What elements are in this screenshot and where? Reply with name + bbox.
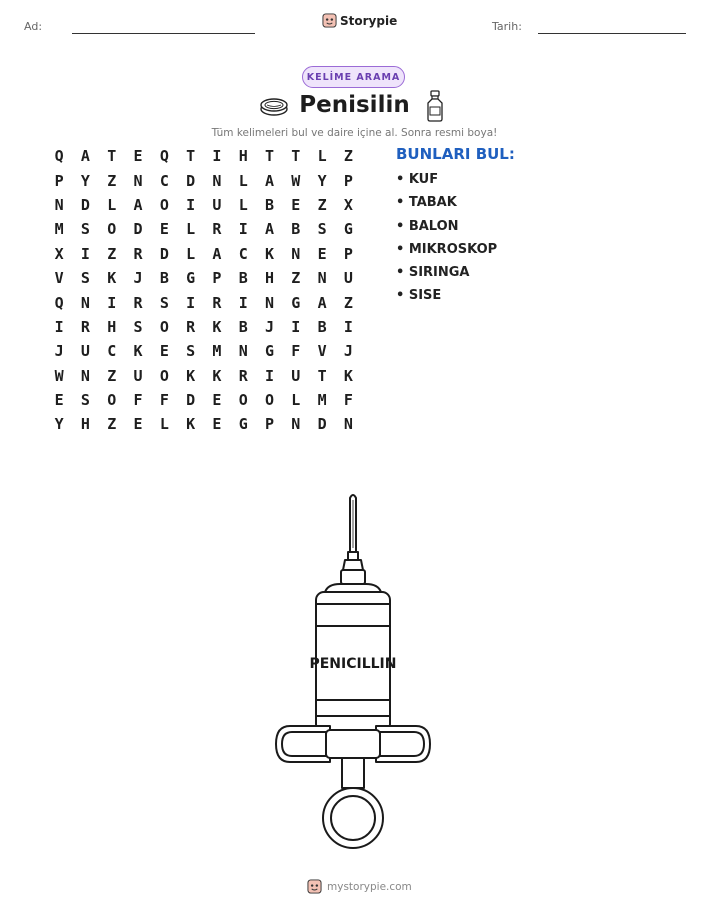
word-list-title: BUNLARI BUL:: [396, 145, 515, 163]
grid-row: [46, 144, 362, 168]
grid-letter[interactable]: V: [317, 342, 327, 361]
grid-letter[interactable]: R: [133, 293, 143, 312]
grid-letter[interactable]: J: [133, 269, 143, 288]
grid-letter[interactable]: G: [186, 269, 196, 288]
grid-letter[interactable]: D: [317, 415, 327, 434]
grid-letter[interactable]: R: [186, 317, 196, 336]
grid-letter[interactable]: K: [133, 342, 143, 361]
grid-letter[interactable]: Q: [54, 293, 64, 312]
grid-letter[interactable]: E: [159, 220, 169, 239]
grid-letter[interactable]: A: [80, 147, 90, 166]
grid-letter[interactable]: B: [159, 269, 169, 288]
grid-row: [46, 315, 362, 339]
grid-letter[interactable]: I: [265, 366, 275, 385]
grid-letter[interactable]: I: [54, 317, 64, 336]
grid-letter[interactable]: S: [80, 220, 90, 239]
grid-row: [46, 339, 362, 363]
grid-letter[interactable]: L: [186, 220, 196, 239]
grid-letter[interactable]: K: [343, 366, 353, 385]
grid-letter[interactable]: S: [186, 342, 196, 361]
grid-letter[interactable]: B: [265, 195, 275, 214]
grid-letter[interactable]: O: [159, 195, 169, 214]
syringe-label: PENICILLIN: [309, 656, 397, 672]
grid-letter[interactable]: F: [291, 342, 301, 361]
grid-letter[interactable]: E: [133, 147, 143, 166]
grid-letter[interactable]: R: [212, 220, 222, 239]
grid-letter[interactable]: D: [186, 391, 196, 410]
grid-letter[interactable]: E: [317, 244, 327, 263]
grid-letter[interactable]: I: [80, 244, 90, 263]
grid-letter[interactable]: N: [343, 415, 353, 434]
grid-letter[interactable]: B: [238, 269, 248, 288]
footer: [307, 879, 412, 894]
grid-letter[interactable]: N: [265, 293, 275, 312]
grid-letter[interactable]: A: [212, 244, 222, 263]
grid-letter[interactable]: F: [133, 391, 143, 410]
grid-letter[interactable]: T: [186, 147, 196, 166]
grid-letter[interactable]: G: [238, 415, 248, 434]
grid-letter[interactable]: S: [159, 293, 169, 312]
word-list: [396, 171, 497, 311]
grid-letter[interactable]: U: [133, 366, 143, 385]
grid-letter[interactable]: K: [186, 415, 196, 434]
grid-letter[interactable]: O: [107, 391, 117, 410]
grid-letter[interactable]: K: [265, 244, 275, 263]
storypie-logo-icon: [307, 879, 322, 894]
grid-letter[interactable]: Z: [317, 195, 327, 214]
brand: [322, 13, 397, 28]
grid-letter[interactable]: B: [238, 317, 248, 336]
grid-letter[interactable]: I: [238, 293, 248, 312]
storypie-logo-icon: [322, 13, 337, 28]
grid-letter[interactable]: S: [80, 269, 90, 288]
grid-letter[interactable]: G: [291, 293, 301, 312]
grid-letter[interactable]: Z: [107, 171, 117, 190]
grid-letter[interactable]: Y: [317, 171, 327, 190]
grid-letter[interactable]: S: [133, 317, 143, 336]
grid-letter[interactable]: N: [80, 366, 90, 385]
grid-letter[interactable]: K: [186, 366, 196, 385]
grid-letter[interactable]: N: [291, 244, 301, 263]
grid-letter[interactable]: Z: [107, 244, 117, 263]
brand-name: Storypie: [340, 13, 398, 28]
grid-letter[interactable]: I: [291, 317, 301, 336]
grid-letter[interactable]: Z: [107, 415, 117, 434]
grid-letter[interactable]: A: [265, 220, 275, 239]
grid-row: [46, 193, 362, 217]
grid-letter[interactable]: S: [80, 391, 90, 410]
letter-grid[interactable]: [46, 144, 362, 437]
grid-letter[interactable]: C: [238, 244, 248, 263]
grid-letter[interactable]: G: [343, 220, 353, 239]
grid-row: [46, 364, 362, 388]
grid-letter[interactable]: K: [212, 317, 222, 336]
grid-letter[interactable]: J: [54, 342, 64, 361]
grid-letter[interactable]: Z: [343, 293, 353, 312]
grid-letter[interactable]: P: [343, 171, 353, 190]
grid-letter[interactable]: E: [212, 415, 222, 434]
grid-letter[interactable]: L: [317, 147, 327, 166]
grid-row: [46, 388, 362, 412]
grid-letter[interactable]: F: [159, 391, 169, 410]
grid-letter[interactable]: C: [159, 171, 169, 190]
grid-letter[interactable]: X: [343, 195, 353, 214]
grid-letter[interactable]: Y: [80, 171, 90, 190]
grid-letter[interactable]: P: [212, 269, 222, 288]
grid-letter[interactable]: K: [107, 269, 117, 288]
grid-letter[interactable]: L: [238, 171, 248, 190]
grid-letter[interactable]: R: [212, 293, 222, 312]
grid-letter[interactable]: D: [159, 244, 169, 263]
grid-letter[interactable]: V: [54, 269, 64, 288]
grid-letter[interactable]: G: [265, 342, 275, 361]
grid-letter[interactable]: Z: [343, 147, 353, 166]
grid-letter[interactable]: I: [186, 293, 196, 312]
grid-letter[interactable]: T: [107, 147, 117, 166]
grid-letter[interactable]: R: [238, 366, 248, 385]
word-item: • TABAK: [396, 195, 457, 211]
grid-letter[interactable]: B: [291, 220, 301, 239]
grid-letter[interactable]: A: [133, 195, 143, 214]
grid-row: [46, 290, 362, 314]
date-label: Tarih:: [492, 20, 522, 33]
grid-letter[interactable]: P: [54, 171, 64, 190]
grid-letter[interactable]: A: [265, 171, 275, 190]
grid-letter[interactable]: N: [54, 195, 64, 214]
grid-letter[interactable]: O: [159, 366, 169, 385]
grid-letter[interactable]: W: [54, 366, 64, 385]
grid-row: [46, 242, 362, 266]
grid-letter[interactable]: C: [107, 342, 117, 361]
grid-letter[interactable]: I: [186, 195, 196, 214]
grid-letter[interactable]: N: [133, 171, 143, 190]
grid-letter[interactable]: I: [107, 293, 117, 312]
grid-letter[interactable]: P: [265, 415, 275, 434]
grid-letter[interactable]: U: [80, 342, 90, 361]
grid-letter[interactable]: W: [291, 171, 301, 190]
grid-letter[interactable]: M: [317, 391, 327, 410]
grid-letter[interactable]: K: [212, 366, 222, 385]
grid-letter[interactable]: N: [238, 342, 248, 361]
grid-letter[interactable]: N: [317, 269, 327, 288]
grid-letter[interactable]: R: [80, 317, 90, 336]
grid-letter[interactable]: H: [80, 415, 90, 434]
grid-letter[interactable]: I: [343, 317, 353, 336]
grid-letter[interactable]: Z: [291, 269, 301, 288]
word-item: • BALON: [396, 218, 459, 234]
grid-letter[interactable]: O: [238, 391, 248, 410]
grid-letter[interactable]: E: [212, 391, 222, 410]
grid-letter[interactable]: N: [80, 293, 90, 312]
grid-letter[interactable]: M: [212, 342, 222, 361]
grid-letter[interactable]: L: [159, 415, 169, 434]
grid-row: [46, 412, 362, 436]
grid-letter[interactable]: I: [238, 220, 248, 239]
grid-letter[interactable]: Y: [54, 415, 64, 434]
instructions: Tüm kelimeleri bul ve daire içine al. Sonra resmi boya!: [211, 127, 498, 139]
grid-letter[interactable]: O: [159, 317, 169, 336]
grid-letter[interactable]: N: [291, 415, 301, 434]
grid-letter[interactable]: J: [343, 342, 353, 361]
grid-letter[interactable]: U: [212, 195, 222, 214]
word-item: • SISE: [396, 288, 442, 304]
footer-url[interactable]: mystorypie.com: [327, 880, 412, 893]
grid-letter[interactable]: L: [107, 195, 117, 214]
grid-letter[interactable]: T: [317, 366, 327, 385]
grid-letter[interactable]: X: [54, 244, 64, 263]
page-title: Penisilin: [299, 92, 410, 118]
grid-letter[interactable]: T: [291, 147, 301, 166]
word-item: • KUF: [396, 172, 439, 187]
grid-letter[interactable]: N: [212, 171, 222, 190]
grid-letter[interactable]: L: [291, 391, 301, 410]
grid-letter[interactable]: T: [265, 147, 275, 166]
grid-letter[interactable]: U: [291, 366, 301, 385]
grid-letter[interactable]: P: [343, 244, 353, 263]
syringe-illustration[interactable]: [270, 490, 440, 856]
grid-letter[interactable]: B: [317, 317, 327, 336]
grid-row: [46, 217, 362, 241]
word-item: • MIKROSKOP: [396, 241, 498, 257]
grid-letter[interactable]: E: [159, 342, 169, 361]
grid-row: [46, 168, 362, 192]
grid-letter[interactable]: F: [343, 391, 353, 410]
name-line: [72, 33, 255, 34]
name-label: Ad:: [24, 20, 43, 33]
grid-letter[interactable]: E: [291, 195, 301, 214]
grid-letter[interactable]: D: [80, 195, 90, 214]
grid-letter[interactable]: H: [265, 269, 275, 288]
grid-letter[interactable]: O: [265, 391, 275, 410]
grid-letter[interactable]: J: [265, 317, 275, 336]
grid-letter[interactable]: Z: [107, 366, 117, 385]
grid-row: [46, 266, 362, 290]
grid-letter[interactable]: H: [238, 147, 248, 166]
word-search-badge: KELİME ARAMA: [302, 66, 405, 88]
date-line: [538, 33, 686, 34]
grid-letter[interactable]: O: [107, 220, 117, 239]
grid-letter[interactable]: E: [54, 391, 64, 410]
grid-letter[interactable]: S: [317, 220, 327, 239]
grid-letter[interactable]: M: [54, 220, 64, 239]
grid-letter[interactable]: A: [317, 293, 327, 312]
grid-letter[interactable]: L: [238, 195, 248, 214]
grid-letter[interactable]: L: [186, 244, 196, 263]
grid-letter[interactable]: Q: [159, 147, 169, 166]
grid-letter[interactable]: D: [186, 171, 196, 190]
word-item: • SIRINGA: [396, 265, 470, 281]
grid-letter[interactable]: H: [107, 317, 117, 336]
grid-letter[interactable]: I: [212, 147, 222, 166]
grid-letter[interactable]: U: [343, 269, 353, 288]
grid-letter[interactable]: R: [133, 244, 143, 263]
grid-letter[interactable]: Q: [54, 147, 64, 166]
vial-icon: [424, 90, 446, 122]
grid-letter[interactable]: E: [133, 415, 143, 434]
grid-letter[interactable]: D: [133, 220, 143, 239]
